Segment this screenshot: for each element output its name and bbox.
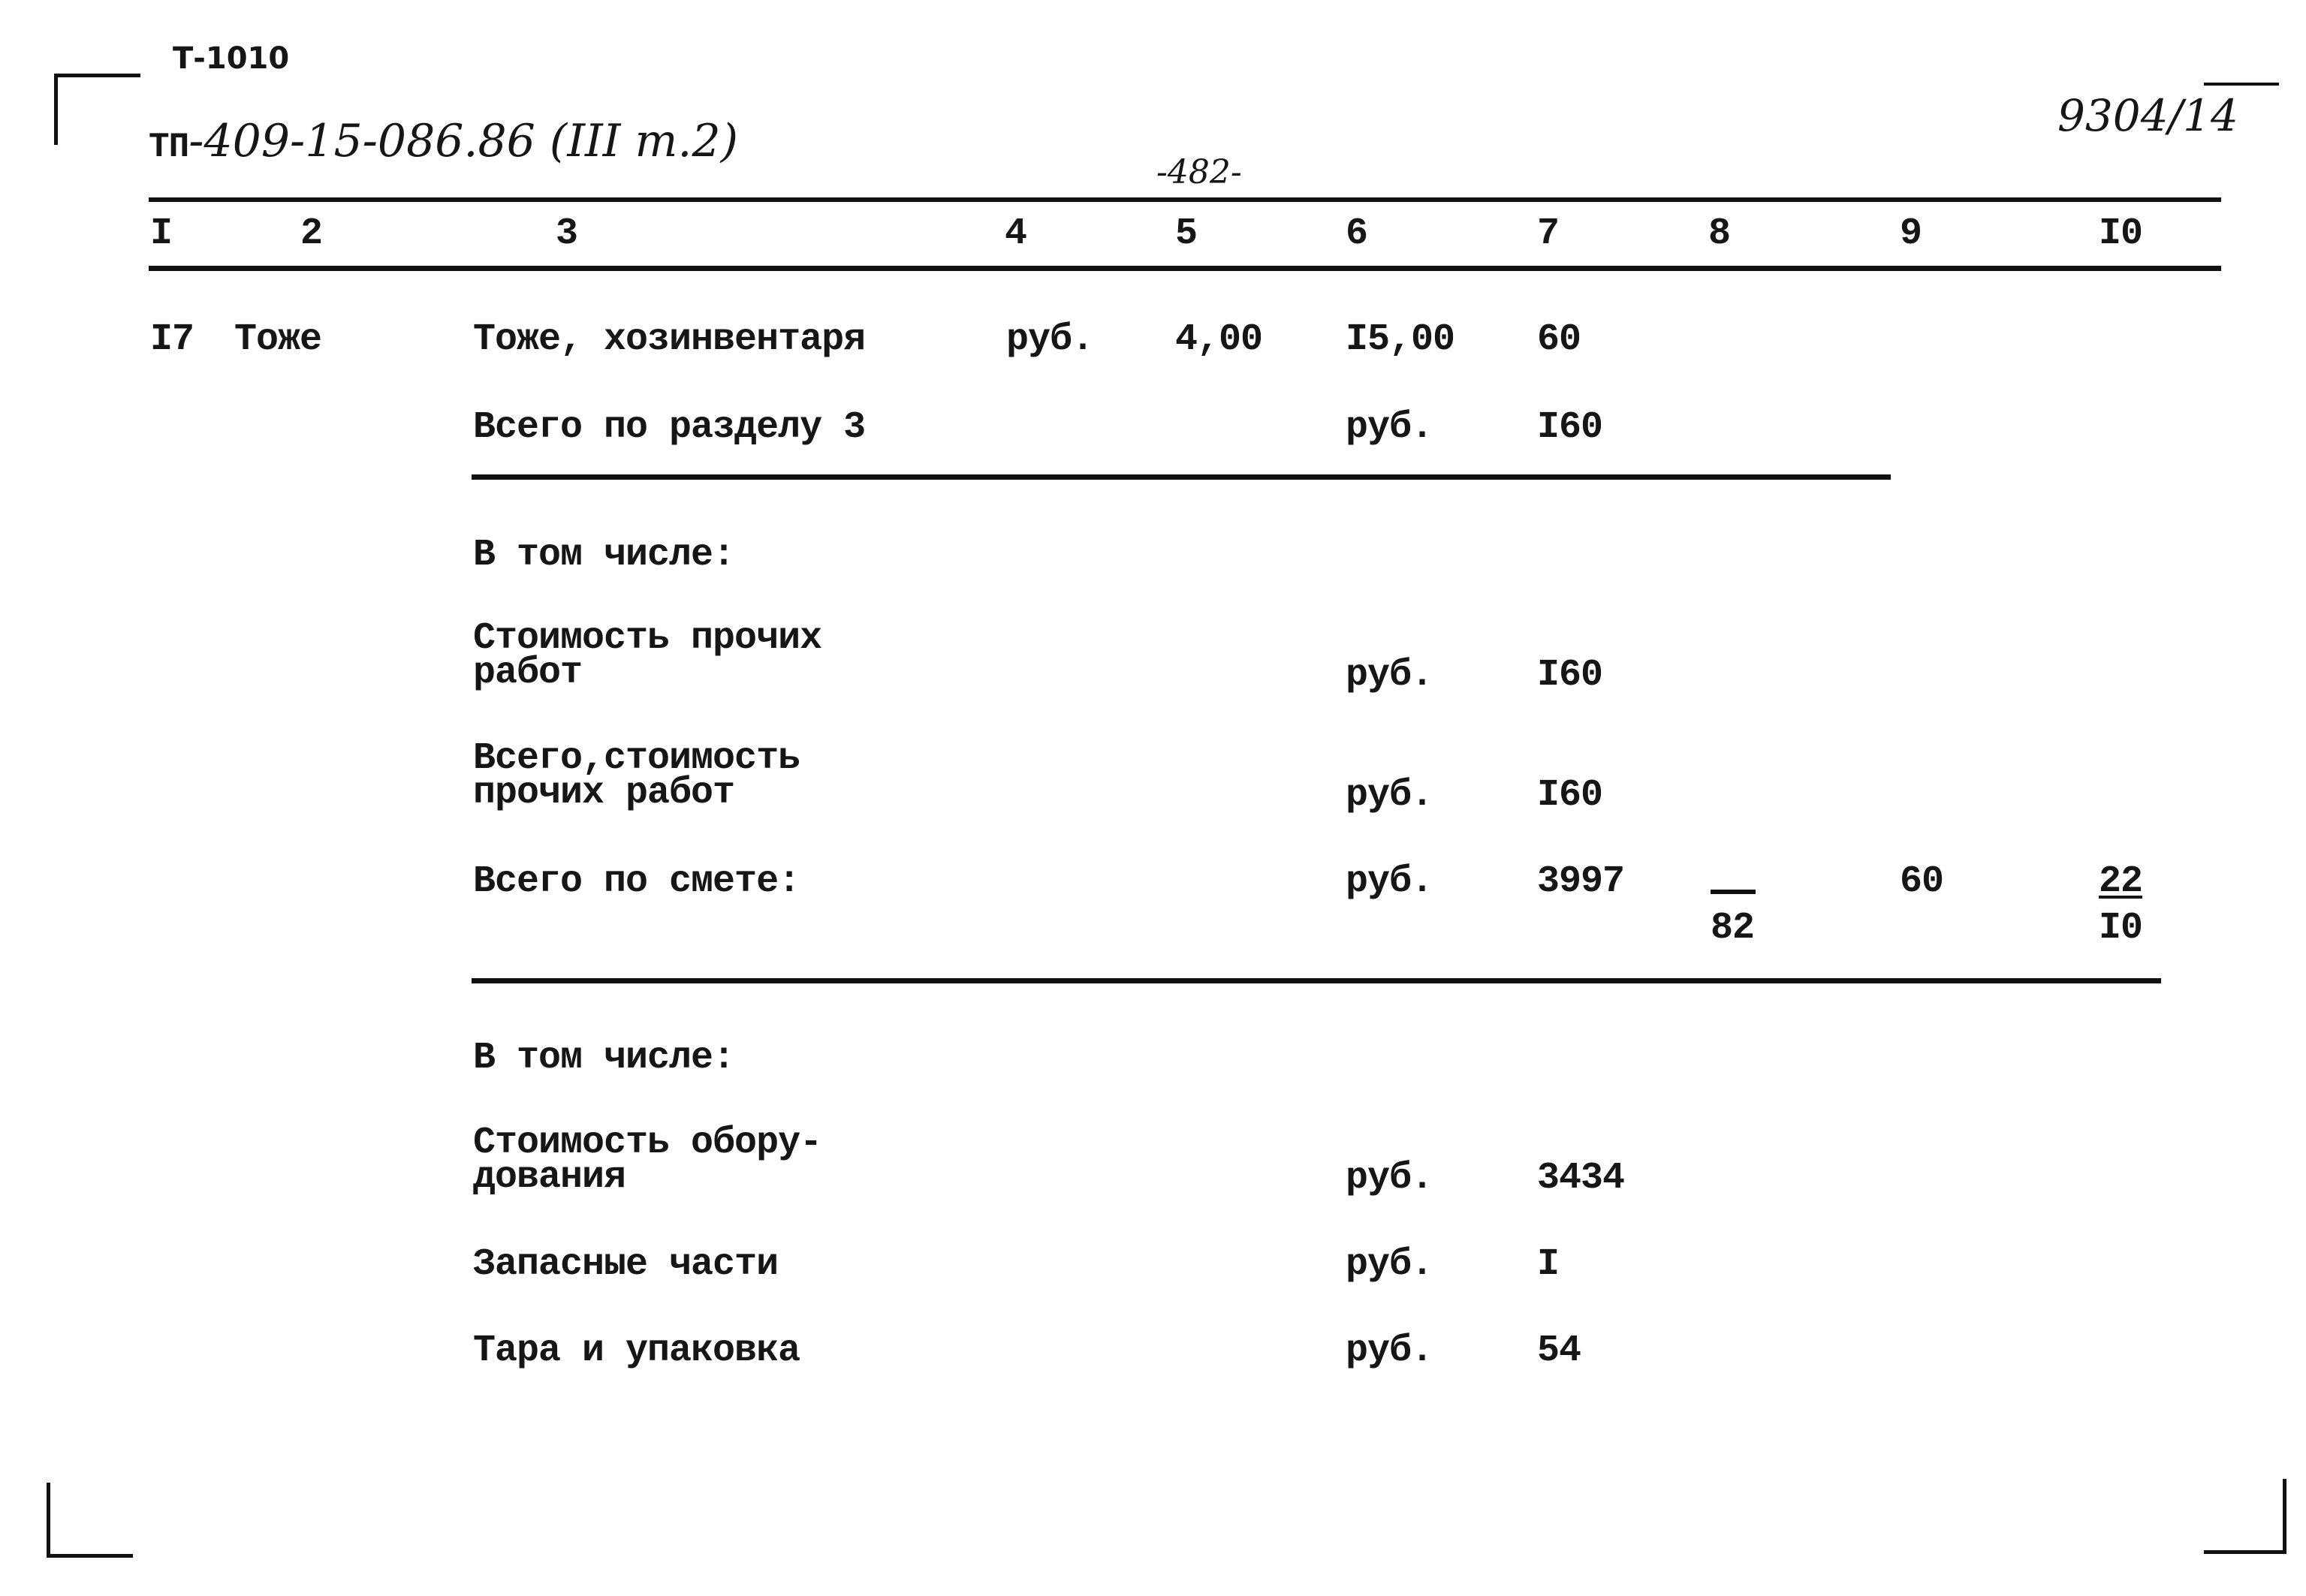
row-price: I5,00 — [1346, 318, 1455, 361]
spare-parts-value: I — [1537, 1243, 1560, 1286]
packaging-unit: руб. — [1346, 1329, 1433, 1372]
estimate-col8-value: 82 — [1711, 907, 1755, 950]
row-quantity: 4,00 — [1175, 318, 1263, 361]
column-number-9: 9 — [1900, 212, 1922, 255]
including-heading-2: В том числе: — [473, 1037, 735, 1080]
other-works-label — [473, 617, 822, 694]
project-designation — [149, 115, 739, 167]
column-number-7: 7 — [1537, 212, 1560, 255]
spare-parts-unit: руб. — [1346, 1243, 1433, 1286]
total-other-works-label — [473, 737, 800, 815]
estimate-total-label: Всего по смете: — [473, 860, 800, 903]
estimate-col8-dash — [1711, 890, 1756, 894]
equipment-label-line2: дования — [473, 1156, 626, 1199]
packaging-label: Тара и упаковка — [473, 1329, 800, 1372]
column-number-10: I0 — [2099, 212, 2143, 255]
other-works-value: I60 — [1537, 654, 1603, 697]
column-number-3: 3 — [556, 212, 578, 255]
row-code: Тоже — [234, 318, 322, 361]
total-other-works-label-line1: Всего,стоимость — [473, 737, 800, 780]
other-works-label-line2: работ — [473, 652, 583, 694]
total-other-works-unit: руб. — [1346, 774, 1433, 817]
column-number-8: 8 — [1708, 212, 1731, 255]
header-rule-top — [149, 197, 2221, 202]
column-number-6: 6 — [1346, 212, 1368, 255]
row-total: 60 — [1537, 318, 1581, 361]
corner-mark-bottom-left — [47, 1483, 133, 1558]
page-number: -482- — [1156, 153, 1242, 191]
total-other-works-label-line2: прочих работ — [473, 772, 735, 815]
estimate-total-unit: руб. — [1346, 860, 1433, 903]
other-works-unit: руб. — [1346, 654, 1433, 697]
column-number-5: 5 — [1175, 212, 1198, 255]
equipment-label — [473, 1122, 822, 1199]
estimate-total-rule — [472, 978, 2161, 983]
row-unit: руб. — [1006, 318, 1094, 361]
document-code: Т-1010 — [173, 41, 290, 76]
other-works-label-line1: Стоимость прочих — [473, 617, 822, 660]
row-number: I7 — [150, 318, 194, 361]
column-number-1: I — [150, 212, 173, 255]
row-name: Тоже, хозинвентаря — [473, 318, 866, 361]
estimate-col9-value: 60 — [1900, 860, 1944, 903]
section-total-value: I60 — [1537, 406, 1603, 449]
project-prefix: ТП — [149, 128, 189, 167]
equipment-label-line1: Стоимость обору- — [473, 1122, 822, 1164]
spare-parts-label: Запасные части — [473, 1243, 779, 1286]
estimate-col10-top: 22 — [2099, 860, 2143, 903]
section-total-rule — [472, 474, 1891, 480]
inventory-number: 9304/14 — [2057, 90, 2238, 141]
section-total-label: Всего по разделу 3 — [473, 406, 866, 449]
section-total-unit: руб. — [1346, 406, 1433, 449]
corner-mark-top-left — [54, 74, 140, 145]
including-heading-1: В том числе: — [473, 534, 735, 577]
packaging-value: 54 — [1537, 1329, 1581, 1372]
column-number-4: 4 — [1005, 212, 1027, 255]
column-number-2: 2 — [300, 212, 323, 255]
equipment-value: 3434 — [1537, 1157, 1625, 1200]
corner-mark-top-right — [2204, 83, 2279, 86]
estimate-total-value: 3997 — [1537, 860, 1625, 903]
corner-mark-bottom-right — [2204, 1479, 2286, 1554]
estimate-col10-bottom: I0 — [2099, 907, 2143, 950]
header-rule-bottom — [149, 266, 2221, 271]
equipment-unit: руб. — [1346, 1157, 1433, 1200]
project-number: -409-15-086.86 (III т.2) — [188, 115, 739, 167]
total-other-works-value: I60 — [1537, 774, 1603, 817]
